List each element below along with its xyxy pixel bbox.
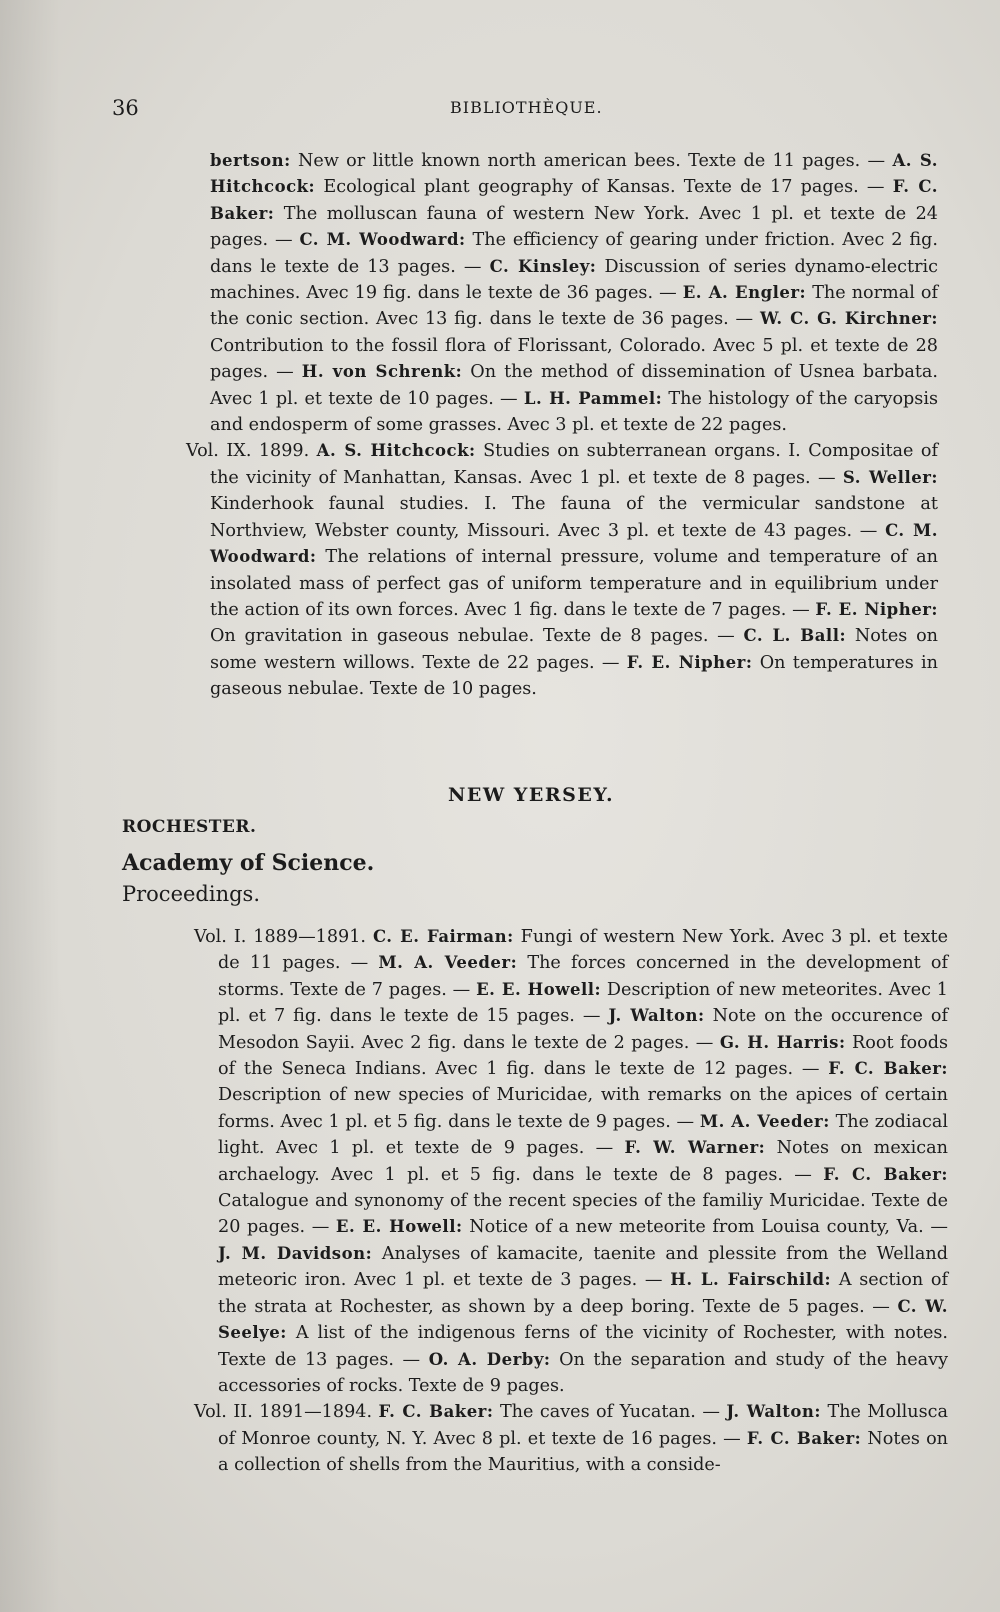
entry-description: Notes on a collection of shells from the Mauritius, with a conside-	[218, 1428, 948, 1476]
author-name: F. W. Warner:	[624, 1138, 766, 1158]
entry-description: The normal of the conic section. Avec 13 fig. dans le texte de 36 pages. —	[210, 283, 938, 330]
binding-shadow	[0, 0, 60, 1612]
volume-label: Vol. IX. 1899.	[186, 441, 317, 462]
entry-description: Ecological plant geography of Kansas. Texte de 17 pages. —	[315, 177, 893, 198]
entry-description: On the separation and study of the heavy accessories of rocks. Texte de 9 pages.	[218, 1349, 949, 1396]
entry-description: Notice of a new meteorite from Louisa county, Va. —	[462, 1217, 948, 1238]
entry-description: Kinderhook faunal studies. I. The fauna of the vermicular sandstone at Northview, Webster county, Missouri. Avec 3 pl. et texte de 43 pages. —	[210, 494, 938, 541]
author-name: G. H. Harris:	[719, 1032, 846, 1052]
entry-description: Fungi of western New York. Avec 3 pl. et texte de 11 pages. —	[218, 927, 948, 974]
entry-description: The histology of the caryopsis and endosperm of some grasses. Avec 3 pl. et texte de 22 pages.	[210, 388, 938, 436]
entry-list-vol1	[194, 924, 949, 1399]
entry-description: The Mollusca of Monroe county, N. Y. Avec 8 pl. et texte de 16 pages. —	[218, 1402, 948, 1449]
author-name: O. A. Derby:	[428, 1349, 551, 1369]
author-name: F. C. Baker:	[378, 1402, 494, 1422]
entry-list-vol8	[210, 148, 938, 438]
author-name: H. L. Fairschild:	[670, 1270, 832, 1290]
page-number: 36	[112, 96, 139, 120]
author-name: C. M. Woodward:	[210, 520, 938, 567]
author-name: J. Walton:	[608, 1006, 705, 1026]
author-name: J. Walton:	[726, 1402, 822, 1422]
entry-description: The efficiency of gearing under friction. Avec 2 fig. dans le texte de 13 pages. —	[210, 230, 938, 277]
series-heading: Proceedings.	[122, 882, 261, 906]
author-name: F. C. Baker:	[828, 1059, 948, 1079]
author-name: F. E. Nipher:	[815, 599, 938, 619]
entry-list-vol2	[194, 1399, 948, 1478]
author-name: M. A. Veeder:	[378, 953, 518, 973]
author-name: A. S. Hitchcock:	[210, 151, 938, 197]
author-name: J. M. Davidson:	[218, 1243, 373, 1263]
entry-description: Contribution to the fossil flora of Florissant, Colorado. Avec 5 pl. et texte de 28 pages. —	[210, 335, 938, 383]
author-name: W. C. G. Kirchner:	[759, 309, 938, 329]
entry-description: A section of the strata at Rochester, as shown by a deep boring. Texte de 5 pages. —	[218, 1270, 948, 1317]
entry-description: Note on the occurence of Mesodon Sayii. Avec 2 fig. dans le texte de 2 pages. —	[218, 1006, 948, 1053]
entry-description: Root foods of the Seneca Indians. Avec 1 fig. dans le texte de 12 pages. —	[218, 1032, 948, 1080]
entry-description: The relations of internal pressure, volume and temperature of an insolated mass of perfect gas of uniform temperature and in equilibrium under the action of its own forces. Avec 1 fig. dans le texte de 7 pages. —	[210, 547, 938, 620]
section-heading-state: NEW YERSEY.	[448, 784, 615, 806]
author-name: bertson:	[210, 151, 291, 170]
entries-continuation	[186, 148, 939, 703]
entry-description: The forces concerned in the development of storms. Texte de 7 pages. —	[218, 953, 949, 1000]
proceedings-entries	[194, 924, 949, 1479]
entry-description: Description of new meteorites. Avec 1 pl. et 7 fig. dans le texte de 15 pages. —	[218, 979, 949, 1027]
author-name: C. Kinsley:	[489, 256, 597, 276]
author-name: E. E. Howell:	[335, 1217, 463, 1237]
author-name: E. E. Howell:	[476, 979, 602, 999]
author-name: A. S. Hitchcock:	[316, 441, 476, 461]
entry-description: Catalogue and synonomy of the recent species of the familiy Muricidae. Texte de 20 pages. —	[218, 1191, 948, 1238]
entry-description: Discussion of series dynamo-electric machines. Avec 19 fig. dans le texte de 36 pages. —	[210, 256, 939, 304]
entry-description: Description of new species of Muricidae, with remarks on the apices of certain forms. Avec 1 pl. et 5 fig. dans le texte de 9 pages. —	[218, 1085, 948, 1132]
entry-description: The zodiacal light. Avec 1 pl. et texte de 9 pages. —	[218, 1111, 948, 1159]
entry-description: A list of the indigenous ferns of the vicinity of Rochester, with notes. Texte de 13 pages. —	[218, 1323, 948, 1370]
entry-description: Studies on subterranean organs. I. Compositae of the vicinity of Manhattan, Kansas. Avec 1 pl. et texte de 8 pages. —	[210, 441, 938, 488]
entry-description: New or little known north american bees. Texte de 11 pages. —	[290, 151, 893, 171]
running-head: BIBLIOTHÈQUE.	[450, 98, 603, 117]
author-name: C. M. Woodward:	[299, 230, 466, 250]
author-name: H. von Schrenk:	[301, 362, 463, 382]
author-name: F. C. Baker:	[210, 177, 938, 223]
entry-description: On the method of dissemination of Usnea barbata. Avec 1 pl. et texte de 10 pages. —	[210, 362, 938, 409]
author-name: C. W. Seelye:	[218, 1296, 948, 1343]
city-heading: ROCHESTER.	[122, 817, 257, 837]
author-name: C. L. Ball:	[743, 626, 847, 646]
entry-description: Notes on mexican archaelogy. Avec 1 pl. et 5 fig. dans le texte de 8 pages. —	[218, 1138, 948, 1185]
entry-description: On gravitation in gaseous nebulae. Texte de 8 pages. —	[210, 626, 744, 647]
entry-description: Analyses of kamacite, taenite and plessite from the Welland meteoric iron. Avec 1 pl. et texte de 3 pages. —	[218, 1243, 948, 1291]
entry-description: The molluscan fauna of western New York. Avec 1 pl. et texte de 24 pages. —	[210, 203, 938, 251]
entry-list-vol9	[186, 438, 939, 702]
author-name: S. Weller:	[842, 467, 938, 487]
author-name: C. E. Fairman:	[372, 927, 514, 946]
entry-description: Notes on some western willows. Texte de 22 pages. —	[210, 626, 939, 673]
entry-description: On temperatures in gaseous nebulae. Texte de 10 pages.	[210, 652, 939, 700]
entry-description: The caves of Yucatan. —	[493, 1402, 727, 1423]
volume-label: Vol. II. 1891—1894.	[194, 1402, 379, 1423]
author-name: M. A. Veeder:	[699, 1111, 830, 1131]
author-name: L. H. Pammel:	[523, 388, 663, 408]
author-name: F. C. Baker:	[823, 1164, 948, 1184]
author-name: F. E. Nipher:	[626, 652, 753, 672]
institution-heading: Academy of Science.	[122, 850, 375, 876]
author-name: E. A. Engler:	[682, 283, 807, 303]
volume-label: Vol. I. 1889—1891.	[194, 927, 373, 947]
author-name: F. C. Baker:	[746, 1428, 862, 1448]
